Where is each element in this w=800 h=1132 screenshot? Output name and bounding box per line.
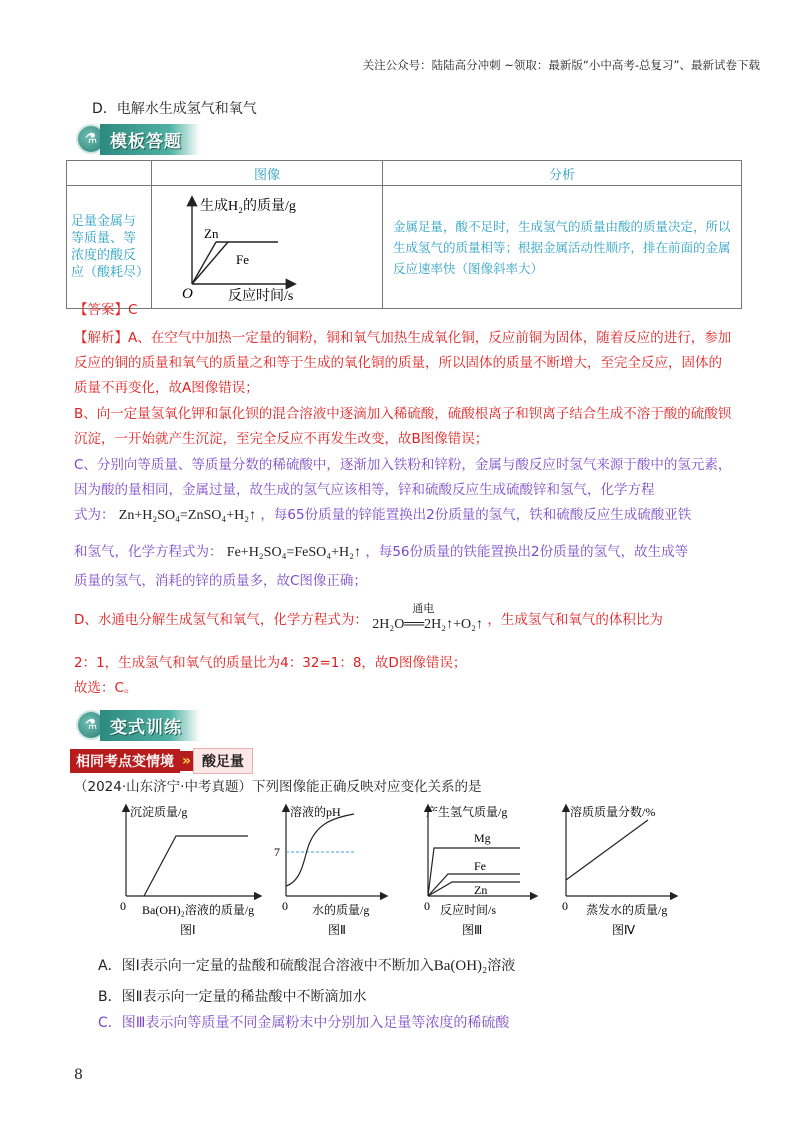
double-arrow-icon: » (182, 753, 192, 769)
tmpl-xlabel: 反应时间/s (228, 289, 294, 304)
para-a: A、在空气中加热一定量的铜粉，铜和氧气加热生成氧化铜，反应前铜为固体，随着反应的进行，参加反应的铜的质量和氧气的质量之和等于生成的氧化铜的质量，所以固体的质量不断增大，至完全反应，固体的质量不再变化，故A图像错误； (74, 330, 732, 396)
figure-2 (274, 804, 386, 937)
equation-iron: Fe+H₂SO₄=FeSO₄+H₂↑ (226, 545, 362, 560)
fig1-ylabel: 沉淀质量/g (130, 805, 188, 819)
subheader-right: 酸足量 (193, 748, 253, 774)
col-image-header: 图像 (152, 161, 383, 186)
tmpl-zn-label: Zn (204, 226, 219, 241)
conclusion: 故选：C。 (74, 680, 138, 696)
fig2-ylabel: 溶液的pH (290, 805, 341, 819)
fig3-mg-label: Mg (474, 831, 491, 845)
answer-label: 【答案】 (74, 302, 128, 318)
explanation-d2: 2：1，生成氢气和氧气的质量比为4：32=1：8，故D图像错误； (74, 655, 467, 671)
explanation-c4: 质量的氢气，消耗的锌的质量多，故C图像正确； (74, 573, 367, 589)
equation-condition: 通电 (412, 602, 435, 615)
variant-training-badge (78, 710, 200, 740)
figures-row (100, 800, 700, 950)
c3-post: ，每56份质量的铁能置换出2份质量的氢气，故生成等 (365, 544, 689, 560)
tmpl-fe-line (192, 242, 228, 284)
fig3-caption: 图Ⅲ (462, 923, 483, 937)
flask-icon: ⚗ (78, 712, 104, 738)
fig3-origin: 0 (424, 899, 430, 913)
fig4-caption: 图Ⅳ (612, 923, 636, 937)
fig1-origin: 0 (120, 899, 126, 913)
fig3-fe-label: Fe (474, 859, 486, 873)
figure-3 (424, 804, 536, 937)
explanation-d (74, 602, 734, 633)
analysis-cell: 金属足量，酸不足时，生成氢气的质量由酸的质量决定，所以生成氢气的质量相等；根据金属活动性顺序，排在前面的金属反应速率快（图像斜率大） (383, 186, 742, 309)
figure-4 (562, 804, 676, 937)
option-c: C．图Ⅲ表示向等质量不同金属粉末中分别加入足量等浓度的稀硫酸 (98, 1015, 510, 1031)
c2-post: ，每65份质量的锌能置换出2份质量的氢气，铁和硫酸反应生成硫酸亚铁 (260, 507, 692, 523)
option-b: B．图Ⅱ表示向一定量的稀盐酸中不断滴加水 (98, 989, 367, 1005)
fig4-ylabel: 溶质质量分数/% (570, 805, 656, 819)
fig3-ylabel: 产生氢气质量/g (426, 805, 508, 819)
equation-water-text: 2H₂O══2H₂↑+O₂↑ (372, 617, 484, 632)
explanation-c3 (74, 540, 734, 565)
template-table (66, 160, 742, 309)
row-label: 足量金属与等质量、等浓度的酸反应（酸耗尽） (67, 186, 152, 309)
option-a-formula: Ba(OH)₂ (433, 958, 488, 974)
fig2-origin: 0 (282, 899, 288, 913)
fig2-ref-label: 7 (274, 845, 280, 859)
option-d-previous: D．电解水生成氢气和氧气 (92, 101, 257, 117)
fig2-xlabel: 水的质量/g (312, 903, 370, 917)
fig1-xlabel: Ba(OH)₂溶液的质量/g (142, 903, 255, 917)
fig4-origin: 0 (562, 899, 568, 913)
tmpl-fe-label: Fe (236, 252, 249, 267)
option-a (98, 955, 515, 975)
figure-1 (120, 804, 260, 937)
fig1-caption: 图Ⅰ (180, 923, 196, 937)
tmpl-origin: O (182, 286, 193, 302)
fig4-line (566, 820, 648, 880)
explanation-a (74, 326, 734, 401)
explanation-c2 (74, 503, 734, 528)
flask-icon: ⚗ (78, 126, 104, 152)
equation-water (372, 602, 484, 637)
fig3-zn-label: Zn (474, 883, 488, 897)
page-number: 8 (74, 1067, 83, 1083)
col-analysis-header: 分析 (383, 161, 742, 186)
template-graph-cell (152, 186, 383, 309)
answer-value: C (128, 302, 138, 318)
d-pre: D、水通电分解生成氢气和氧气，化学方程式为： (74, 612, 368, 628)
d-post: ，生成氢气和氧气的体积比为 (487, 612, 663, 628)
explanation-b: B、向一定量氢氧化钾和氯化钡的混合溶液中逐滴加入稀硫酸，硫酸根离子和钡离子结合生成不溶于酸的硫酸钡沉淀，一开始就产生沉淀，至完全反应不再发生改变，故B图像错误； (74, 406, 732, 447)
header-note: 关注公众号：陆陆高分冲刺 ~领取：最新版“小中高考-总复习”、最新试卷下载 (362, 58, 760, 72)
c2-pre: 式为： (74, 507, 115, 523)
explanation-c1: C、分别向等质量、等质量分数的稀硫酸中，逐渐加入铁粉和锌粉，金属与酸反应时氢气来源于酸中的氢元素，因为酸的量相同，金属过量，故生成的氢气应该相等，锌和硫酸反应生成硫酸锌和氢气，化学方程 (74, 457, 732, 498)
fig2-caption: 图Ⅱ (328, 923, 346, 937)
analysis-label: 【解析】 (74, 330, 128, 346)
scenario-subheader (70, 748, 253, 774)
tmpl-ylabel: 生成H₂的质量/g (200, 199, 296, 214)
tmpl-zn-line (192, 242, 216, 284)
fig1-line (144, 836, 248, 896)
c3-pre: 和氢气，化学方程式为： (74, 544, 223, 560)
fig4-xlabel: 蒸发水的质量/g (586, 903, 668, 917)
badge-title: 模板答题 (100, 124, 200, 155)
template-chart (152, 186, 380, 304)
equation-zinc: Zn+H₂SO₄=ZnSO₄+H₂↑ (118, 508, 257, 523)
answer-line (74, 298, 734, 323)
question-stem: （2024·山东济宁·中考真题）下列图像能正确反映对应变化关系的是 (74, 779, 482, 795)
option-a-pre: A．图Ⅰ表示向一定量的盐酸和硫酸混合溶液中不断加入 (98, 958, 434, 974)
fig3-xlabel: 反应时间/s (440, 903, 497, 917)
badge-title-variant: 变式训练 (100, 710, 200, 741)
fig2-curve (286, 814, 354, 886)
template-answer-badge (78, 124, 200, 154)
subheader-left: 相同考点变情境 (70, 749, 180, 773)
option-a-post: 溶液 (487, 958, 516, 974)
